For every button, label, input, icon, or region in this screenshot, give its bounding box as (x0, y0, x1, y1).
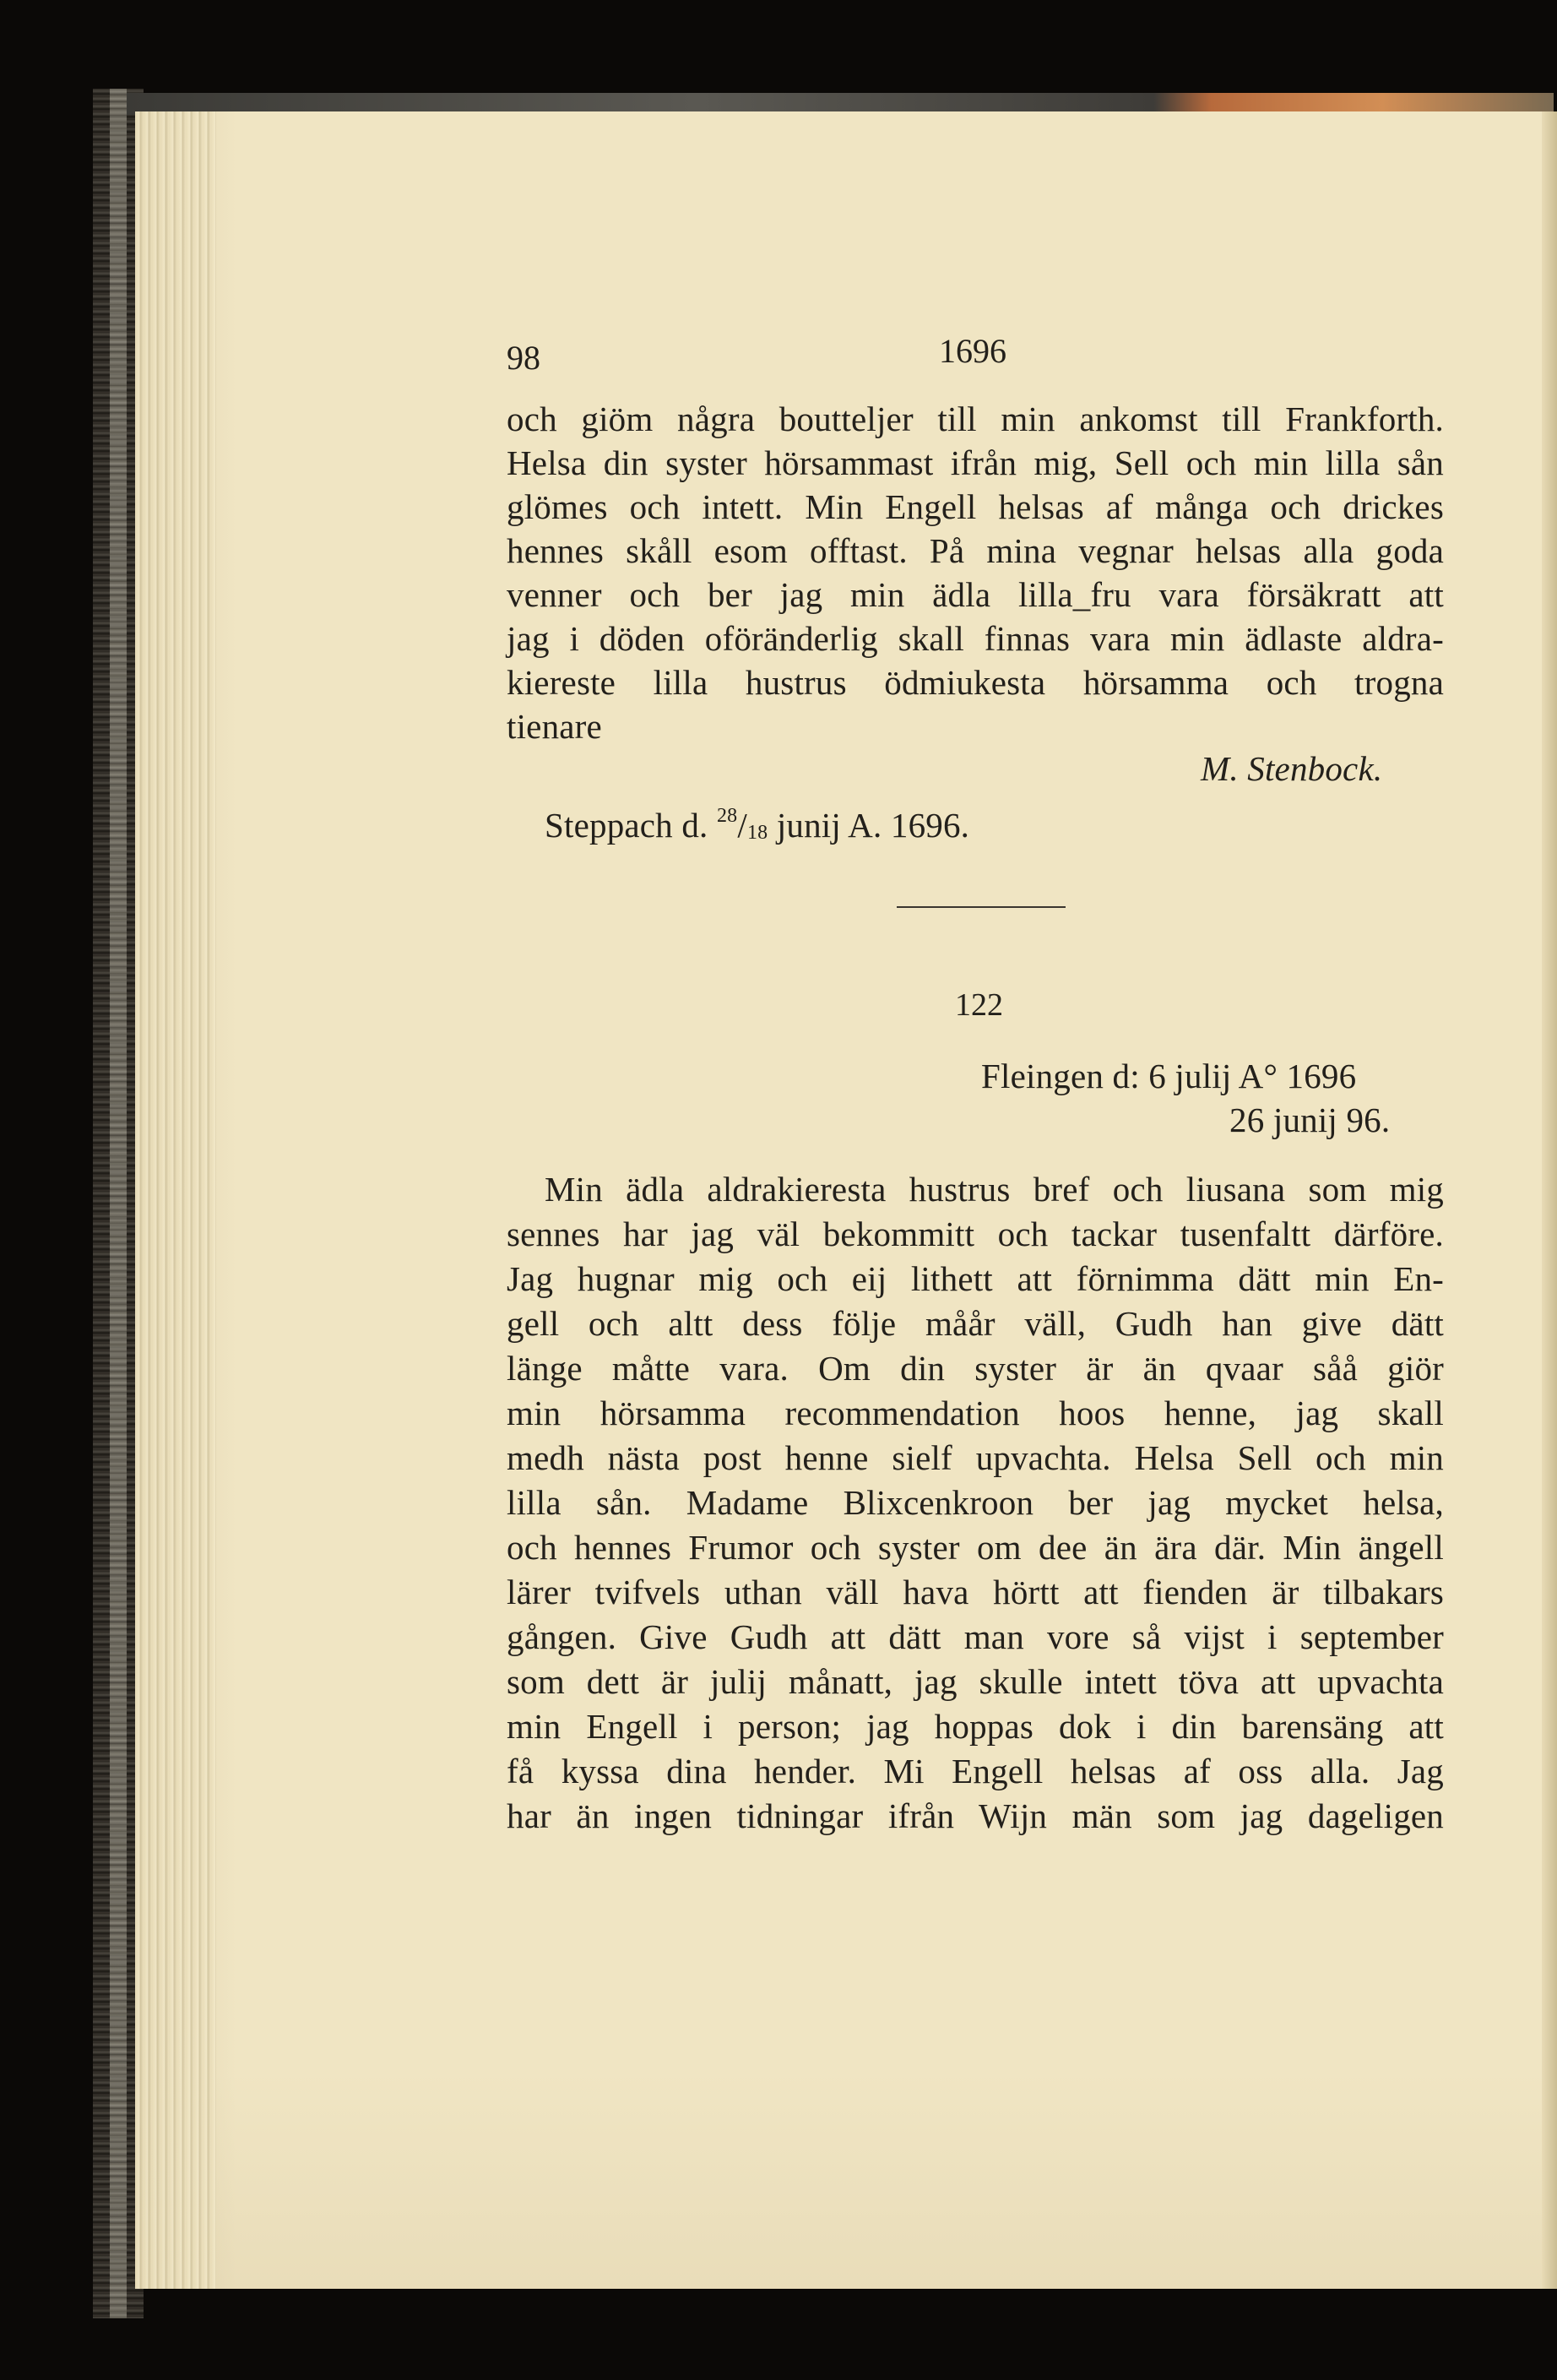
letter-heading-line-2: 26 junij 96. (1229, 1100, 1391, 1139)
date-denominator: 18 (746, 822, 768, 844)
text-line: som dett är julij månatt, jag skulle intett töva att upvachta (507, 1662, 1444, 1701)
place-date: Steppach d. $^{28}/_{18}$ junij A. 1696. (545, 805, 970, 845)
place-date-prefix: Steppach d. (545, 806, 708, 845)
page-edges (135, 111, 216, 2289)
text-line: jag i döden oföränderlig skall finnas vara min ädlaste aldra- (507, 619, 1444, 658)
text-line: sennes har jag väl bekommitt och tackar tusenfaltt därföre. (507, 1214, 1444, 1253)
text-line: kiereste lilla hustrus ödmiukesta hörsamma och trogna (507, 663, 1444, 702)
letter-number: 122 (955, 987, 1003, 1023)
text-line: gången. Give Gudh att dätt man vore så vijst i september (507, 1617, 1444, 1656)
text-line: lilla sån. Madame Blixcenkroon ber jag mycket helsa, (507, 1483, 1444, 1522)
text-line: få kyssa dina hender. Mi Engell helsas af oss alla. Jag (507, 1752, 1444, 1790)
text-line: och giöm några boutteljer till min ankomst till Frankforth. (507, 399, 1444, 438)
text-line: min Engell i person; jag hoppas dok i din barensäng att (507, 1707, 1444, 1746)
text-line: Min ädla aldrakieresta hustrus bref och liusana som mig (545, 1170, 1444, 1209)
text-line: tienare (507, 707, 602, 746)
text-line: hennes skåll esom offtast. På mina vegnar helsas alla goda (507, 531, 1444, 570)
text-line: Helsa din syster hörsammast ifrån mig, Sell och min lilla sån (507, 443, 1444, 482)
section-divider (897, 906, 1066, 908)
text-line: har än ingen tidningar ifrån Wijn män som jag dageligen (507, 1796, 1444, 1835)
binding-edge (110, 89, 127, 2318)
text-line: lärer tvifvels uthan väll hava hörtt att fienden är tilbakars (507, 1573, 1444, 1611)
page-right-edge (1542, 111, 1557, 2289)
text-line: medh nästa post henne sielf upvachta. Helsa Sell och min (507, 1438, 1444, 1477)
text-line: venner och ber jag min ädla lilla_fru vara försäkratt att (507, 575, 1444, 614)
letter-heading-line-1: Fleingen d: 6 julij A° 1696 (981, 1057, 1357, 1095)
running-head: 1696 (939, 332, 1006, 370)
page-number: 98 (507, 339, 540, 377)
text-line: glömes och intett. Min Engell helsas af många och drickes (507, 487, 1444, 526)
signature: M. Stenbock. (1201, 749, 1383, 788)
text-line: och hennes Frumor och syster om dee än ära där. Min ängell (507, 1528, 1444, 1567)
text-line: gell och altt dess följe måår väll, Gudh han give dätt (507, 1304, 1444, 1343)
text-line: min hörsamma recommendation hoos henne, jag skall (507, 1394, 1444, 1432)
place-date-suffix: junij A. 1696. (776, 806, 970, 845)
date-numerator: 28 (716, 805, 738, 827)
text-line: Jag hugnar mig och eij lithett att förnimma dätt min En- (507, 1259, 1444, 1298)
text-line: länge måtte vara. Om din syster är än qvaar såå giör (507, 1349, 1444, 1388)
